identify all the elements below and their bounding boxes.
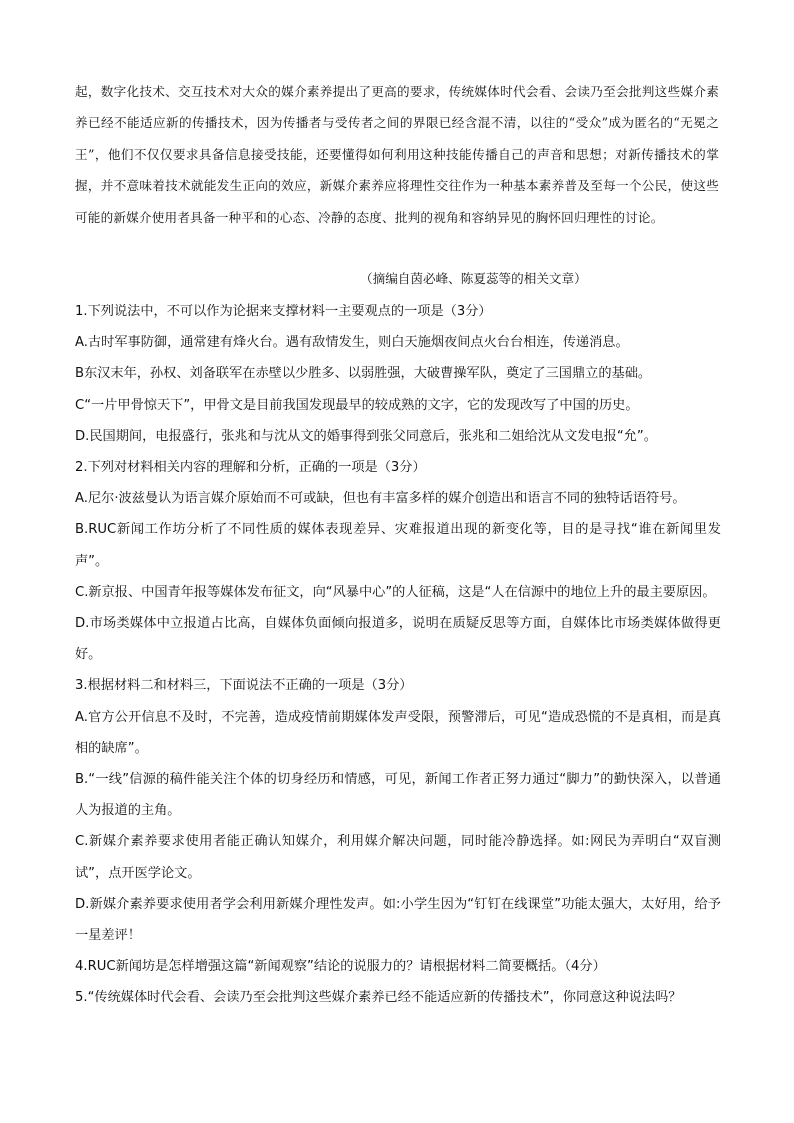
question-1-option-b: B东汉末年，孙权、刘备联军在赤壁以少胜多、以弱胜强，大破曹操军队，奠定了三国鼎立的基础。 [75, 366, 652, 382]
question-2-option-c: C.新京报、中国青年报等媒体发布征文，向“风暴中心”的人征稿，这是“人在信源中的地位上升的最主要原因。 [75, 584, 716, 600]
question-3-option-b: B.“一线”信源的稿件能关注个体的切身经历和情感，可见，新闻工作者正努力通过“脚力”的勤快深入，以普通人为报道的主角。 [75, 772, 721, 819]
question-5-stem: 5.“传统媒体时代会看、会读乃至会批判这些媒介素养已经不能适应新的传播技术”，你同意这种说法吗？ [75, 990, 682, 1006]
question-list [75, 296, 721, 1014]
question-1-option-a: A.古时军事防御，通常建有烽火台。遇有敌情发生，则白天施烟夜间点火台台相连，传递消息。 [75, 335, 629, 351]
passage-paragraph: 起，数字化技术、交互技术对大众的媒介素养提出了更高的要求，传统媒体时代会看、会读乃至会批判这些媒介素养已经不能适应新的传播技术，因为传播者与受传者之间的界限已经含混不清，以往的“受众”成为匿名的“无冕之王”，他们不仅仅要求具备信息接受技能，还要懂得如何利用这种技能传播自己的声音和思想；对新传播技术的掌握，并不意味着技术就能发生正向的效应，新媒介素养应将理性交往作为一种基本素养普及至每一个公民，使这些可能的新媒介使用者具备一种平和的心态、冷静的态度、批判的视角和容纳异见的胸怀回归理性的讨论。 [75, 84, 719, 225]
question-2-option-b: B.RUC新闻工作坊分析了不同性质的媒体表现差异、灾难报道出现的新变化等，目的是寻找“谁在新闻里发声”。 [75, 522, 721, 569]
question-3-stem: 3.根据材料二和材料三，下面说法不正确的一项是（3分） [75, 678, 413, 694]
question-1-option-c: C“一片甲骨惊天下”，甲骨文是目前我国发现最早的较成熟的文字，它的发现改写了中国的历史。 [75, 397, 639, 413]
question-1-option-d: D.民国期间，电报盛行，张兆和与沈从文的婚事得到张父同意后，张兆和二姐给沈从文发电报“允”。 [75, 428, 657, 444]
passage-text [75, 76, 719, 233]
question-2-option-d: D.市场类媒体中立报道占比高，自媒体负面倾向报道多，说明在质疑反思等方面，自媒体比市场类媒体做得更好。 [75, 616, 721, 663]
question-2-option-a: A.尼尔·波兹曼认为语言媒介原始而不可或缺，但也有丰富多样的媒介创造出和语言不同的独特话语符号。 [75, 491, 686, 507]
question-1-stem: 1.下列说法中，不可以作为论据来支撑材料一主要观点的一项是（3分） [75, 304, 492, 319]
source-citation: （摘编自茵必峰、陈夏蕊等的相关文章） [360, 271, 587, 286]
question-2-stem: 2.下列对材料相关内容的理解和分析，正确的一项是（3分） [75, 460, 426, 476]
question-3-option-d: D.新媒介素养要求使用者学会利用新媒介理性发声。如:小学生因为“钉钉在线课堂”功能太强大，太好用，给予一星差评！ [75, 896, 721, 944]
question-4-stem: 4.RUC新闻坊是怎样增强这篇“新闻观察”结论的说服力的？请根据材料二简要概括。（4分） [75, 959, 606, 975]
question-3-option-a: A.官方公开信息不及时，不完善，造成疫情前期媒体发声受限，预警滞后，可见“造成恐慌的不是真相，而是真相的缺席”。 [75, 709, 721, 756]
question-3-option-c: C.新媒介素养要求使用者能正确认知媒介，利用媒介解决问题，同时能冷静选择。如:网民为弄明白“双盲测试”，点开医学论文。 [75, 834, 721, 881]
